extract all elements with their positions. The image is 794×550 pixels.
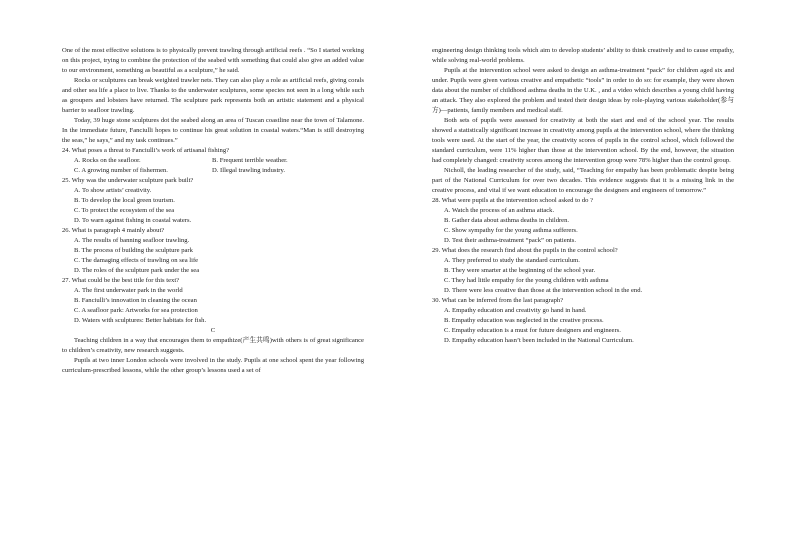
option-c: C. Show sympathy for the young asthma sufferers.	[444, 227, 578, 234]
option-b: B. Frequent terrible weather.	[212, 157, 288, 164]
option-a: A. The first underwater park in the world	[74, 287, 183, 294]
question-stem: 25. Why was the underwater sculpture park built?	[62, 177, 194, 184]
option-b: B. Gather data about asthma deaths in children.	[444, 217, 570, 224]
question-stem: 30. What can be inferred from the last paragraph?	[432, 297, 564, 304]
paragraph: Both sets of pupils were assessed for creativity at both the start and end of the school year. The results showed a statistically significant increase in creativity among pupils at the intervention school, where the thinking tools were used. At the start of the year, the creativity scores of pupils in the control school, which followed the standard curriculum, were 11% higher than those at the intervention school. By the end, however, the situation had completely changed: creativity scores among the intervention group were 78% higher than the control group.	[432, 117, 734, 164]
option-c: C. Empathy education is a must for future designers and engineers.	[444, 327, 621, 334]
option-row	[62, 166, 364, 176]
option-d: D. Illegal trawling industry.	[212, 167, 286, 174]
option-d: D. Empathy education hasn’t been included in the National Curriculum.	[444, 337, 634, 344]
option-b: B. Fanciulli’s innovation in cleaning the ocean	[74, 297, 197, 304]
option-a: A. Rocks on the seafloor.	[74, 157, 141, 164]
option-d: D. Waters with sculptures: Better habitats for fish.	[74, 317, 207, 324]
question-stem: 24. What poses a threat to Fanciulli’s work of artisanal fishing?	[62, 147, 230, 154]
option-b: B. The process of building the sculpture park	[74, 247, 193, 254]
paragraph: Pupils at the intervention school were asked to design an asthma-treatment “pack” for children aged six and under. Pupils were given various creative and empathetic “tools” in order to do so: for example, they were shown data about the number of childhood asthma deaths in the U.K. , and a video which describes a young child having an attack. They also explored the problem and tested their design ideas by role-playing various stakeholder(参与方)—patients, family members and medical staff.	[432, 67, 734, 114]
paragraph: Pupils at two inner London schools were involved in the study. Pupils at one school spent the year following curriculum-prescribed lessons, while the other group’s lessons used a set of	[62, 357, 364, 374]
question-24	[62, 146, 364, 176]
paragraph: Today, 39 huge stone sculptures dot the seabed along an area of Tuscan coastline near the town of Talamone. In the immediate future, Fanciulli hopes to continue his great solution in coastal waters.“Man is still destroying the seas,” he says,” and my task continues.”	[62, 117, 364, 144]
paragraph: Teaching children in a way that encourages them to empathize(产生共鸣)with others is of great significance to children’s creativity, new research suggests.	[62, 337, 364, 354]
option-row	[62, 156, 364, 166]
paragraph: Nicholl, the leading researcher of the study, said, “Teaching for empathy has been problematic despite being part of the National Curriculum for over two decades. This evidence suggests that it is a missing link in the creative process, and vital if we want education to encourage the designers and engineers of tomorrow.”	[432, 167, 734, 194]
option-c: C. To protect the ecosystem of the sea	[74, 207, 175, 214]
question-28	[432, 196, 734, 246]
option-c: C. A seafloor park: Artworks for sea protection	[74, 307, 198, 314]
question-stem: 26. What is paragraph 4 mainly about?	[62, 227, 165, 234]
option-b: B. They were smarter at the beginning of the school year.	[444, 267, 596, 274]
option-a: A. They preferred to study the standard curriculum.	[444, 257, 580, 264]
option-d: D. Test their asthma-treatment “pack” on patients.	[444, 237, 576, 244]
option-a: A. Watch the process of an asthma attack.	[444, 207, 555, 214]
option-d: D. There were less creative than those at the intervention school in the end.	[444, 287, 643, 294]
paragraph: One of the most effective solutions is to physically prevent trawling through artificial reefs . “So I started working on this project, trying to combine the protection of the seabed with something that could also give an added value to our environment, something as beautiful as a sculpture,” he said.	[62, 47, 364, 74]
question-stem: 27. What could be the best title for this text?	[62, 277, 180, 284]
option-a: A. The results of banning seafloor trawling.	[74, 237, 190, 244]
question-stem: 29. What does the research find about the pupils in the control school?	[432, 247, 618, 254]
option-a: A. To show artists’ creativity.	[74, 187, 152, 194]
paragraph: Rocks or sculptures can break weighted trawler nets. They can also play a role as artificial reefs, giving corals and other sea life a place to live. Thanks to the underwater sculptures, some species not seen in a long while such as groupers and lobsters have returned. The sculpture park represents both an artistic statement and a physical barrier to seafloor trawling.	[62, 77, 364, 114]
option-c: C. A growing number of fishermen.	[74, 167, 168, 174]
option-c: C. The damaging effects of trawling on sea life	[74, 257, 199, 264]
section-label: C	[210, 327, 216, 334]
option-b: B. To develop the local green tourism.	[74, 197, 175, 204]
right-column	[432, 46, 734, 346]
option-d: D. To warn against fishing in coastal waters.	[74, 217, 192, 224]
option-c: C. They had little empathy for the young children with asthma	[444, 277, 609, 284]
option-d: D. The roles of the sculpture park under the sea	[74, 267, 200, 274]
question-30	[432, 296, 734, 346]
question-25	[62, 176, 364, 226]
paragraph: engineering design thinking tools which aim to develop students’ ability to think creatively and to cause empathy, while solving real-world problems.	[432, 47, 734, 64]
option-a: A. Empathy education and creativity go hand in hand.	[444, 307, 587, 314]
question-26	[62, 226, 364, 276]
question-stem: 28. What were pupils at the intervention school asked to do ?	[432, 197, 594, 204]
question-29	[432, 246, 734, 296]
question-27	[62, 276, 364, 326]
option-b: B. Empathy education was neglected in the creative process.	[444, 317, 604, 324]
left-column	[62, 46, 364, 376]
